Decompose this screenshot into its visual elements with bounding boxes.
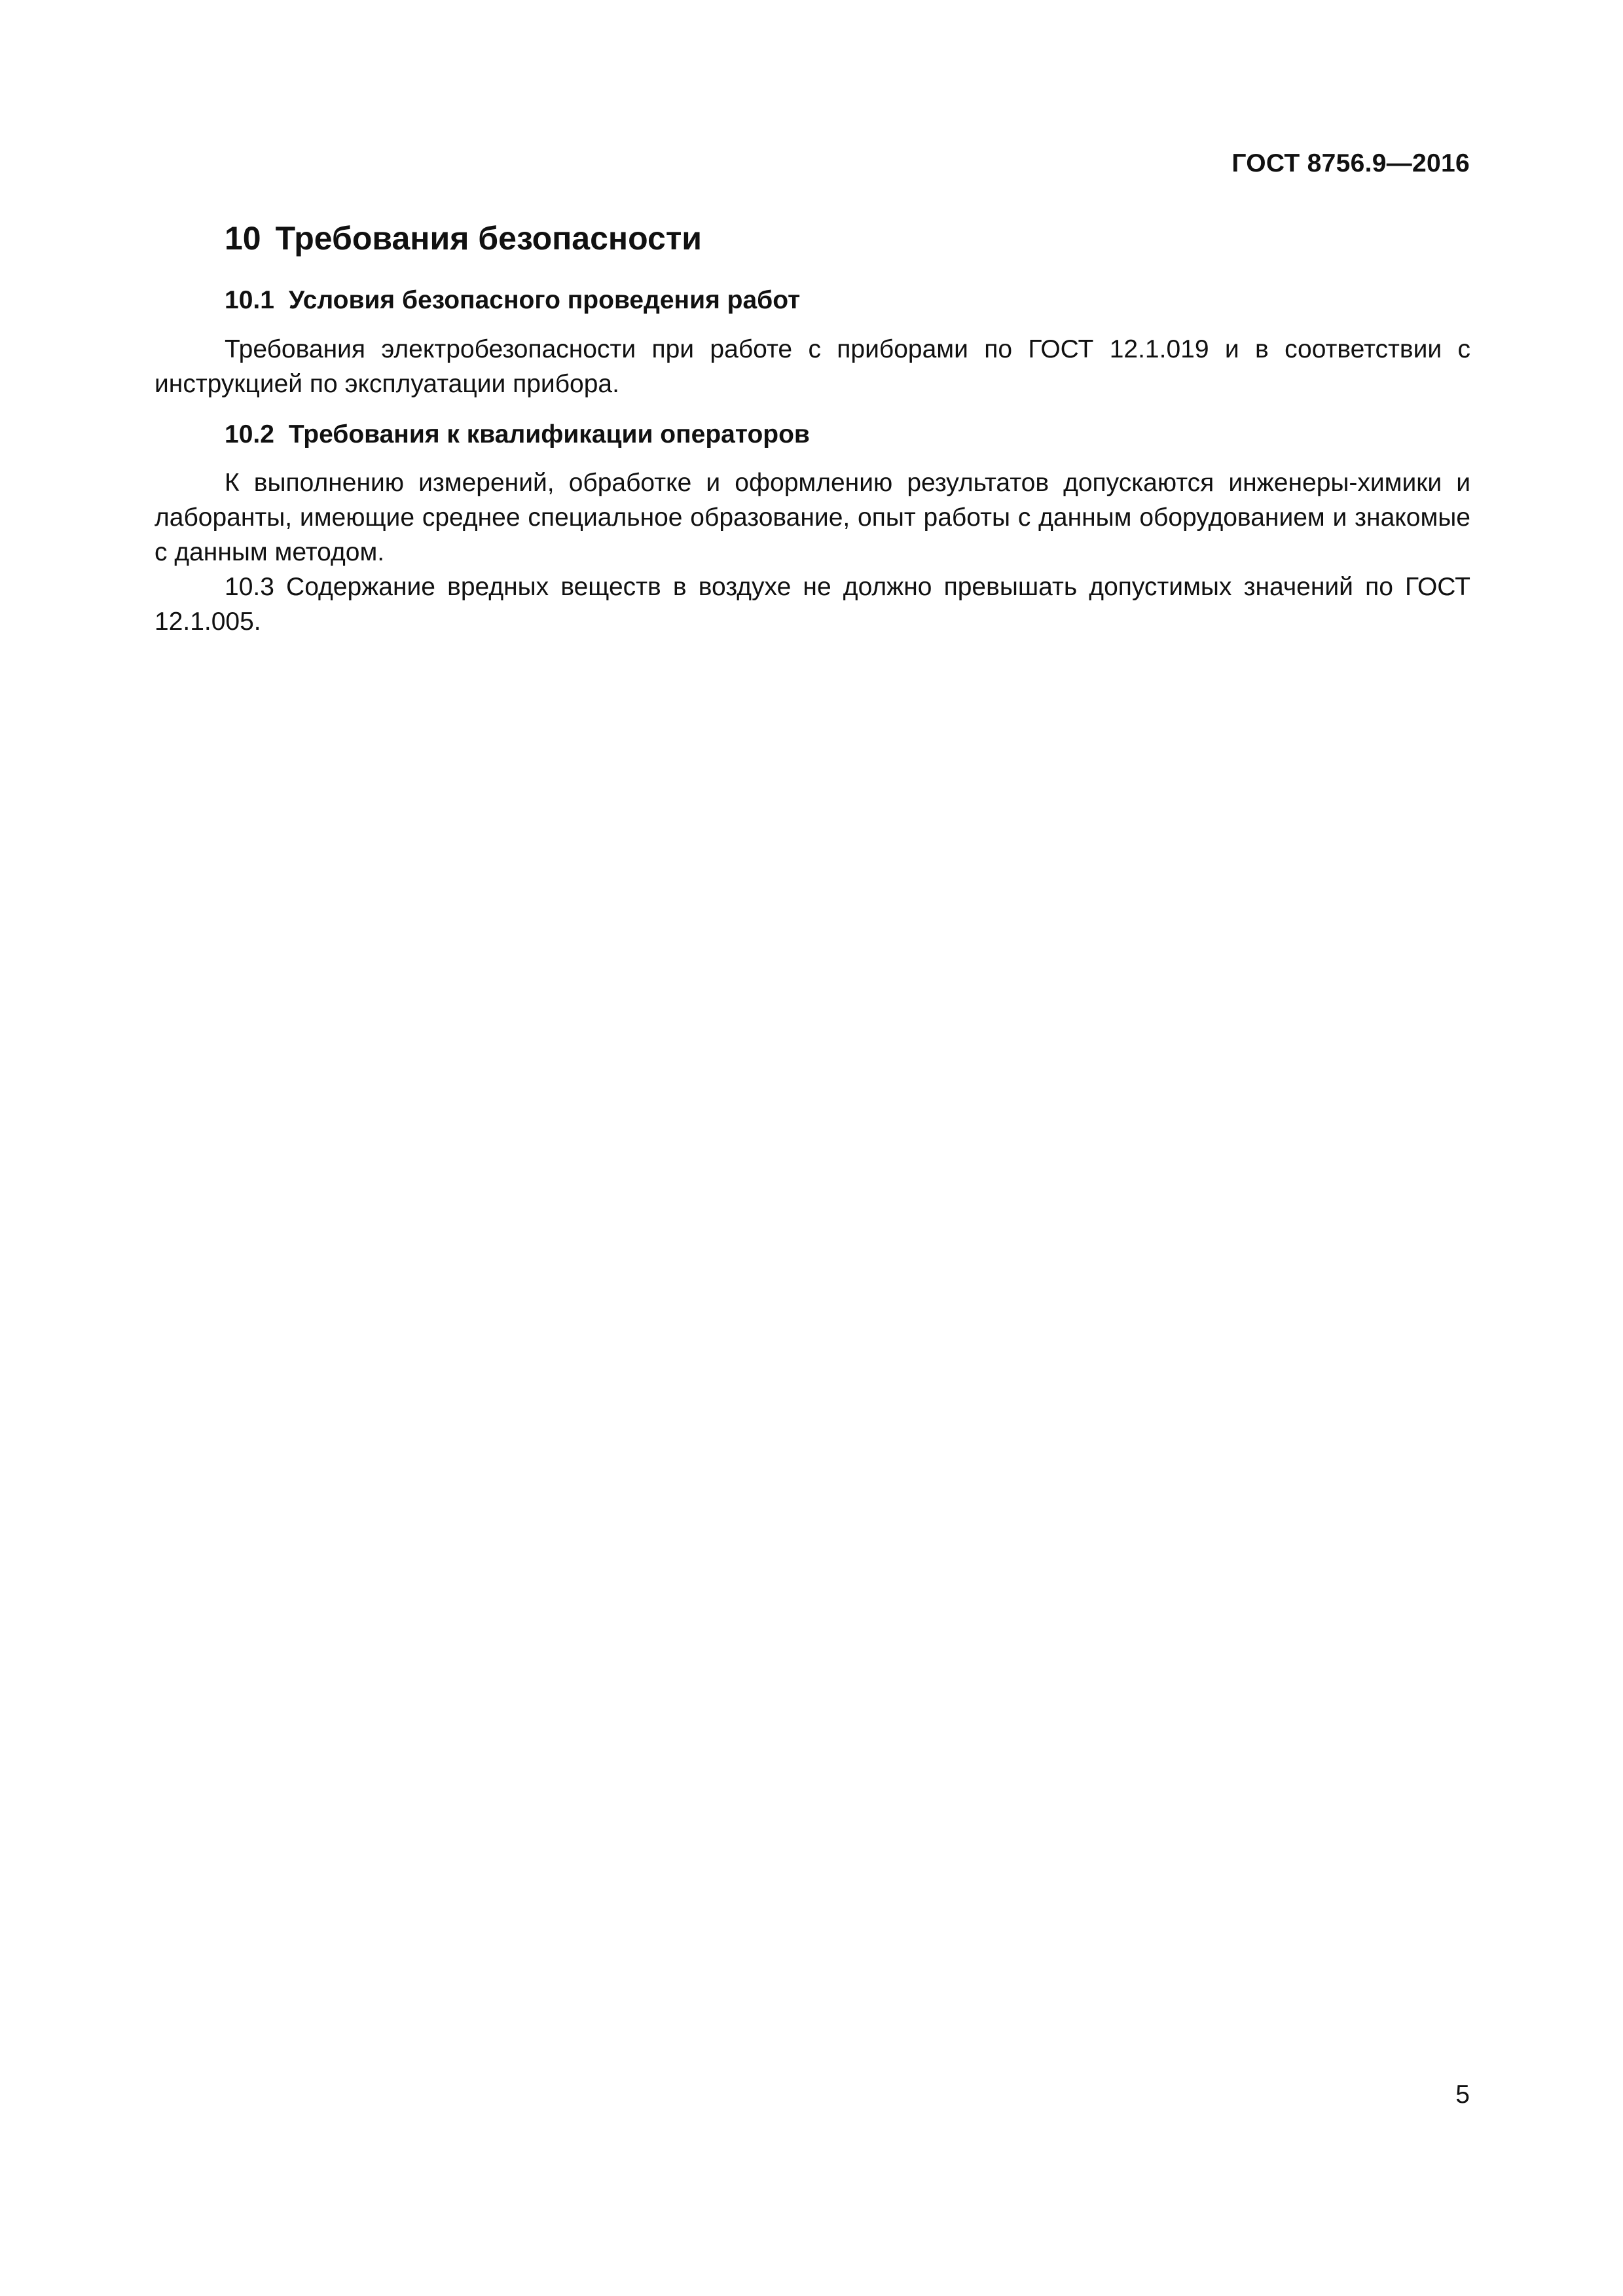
subsection-10-2-heading [225,418,1470,452]
section-10-number: 10 [225,220,261,257]
subsection-10-2-title: Требования к квалификации операторов [288,420,810,448]
paragraph-10-3: 10.3 Содержание вредных веществ в воздухе не должно превышать допустимых значений по ГОСТ 12.1.005. [155,573,1470,636]
subsection-10-1-heading [225,284,1470,318]
subsection-10-1-title: Условия безопасного проведения работ [288,286,801,314]
subsection-10-1-number: 10.1 [225,286,274,314]
document-body [155,219,1470,639]
section-10-heading [225,219,1470,258]
section-10-title: Требования безопасности [275,220,702,257]
subsection-10-2-number: 10.2 [225,420,274,448]
subsection-10-1-paragraph: Требования электробезопасности при работе с приборами по ГОСТ 12.1.019 и в соответствии с инструкцией по эксплуатации прибора. [155,335,1470,398]
page-number: 5 [1455,2081,1470,2109]
subsection-10-2-paragraph: К выполнению измерений, обработке и оформлению результатов допускаются инженеры-химики и лаборанты, имеющие среднее специальное образование, опыт работы с данным оборудованием и знакомые с данным методом. [155,469,1470,567]
document-code-header: ГОСТ 8756.9—2016 [1231,149,1470,177]
